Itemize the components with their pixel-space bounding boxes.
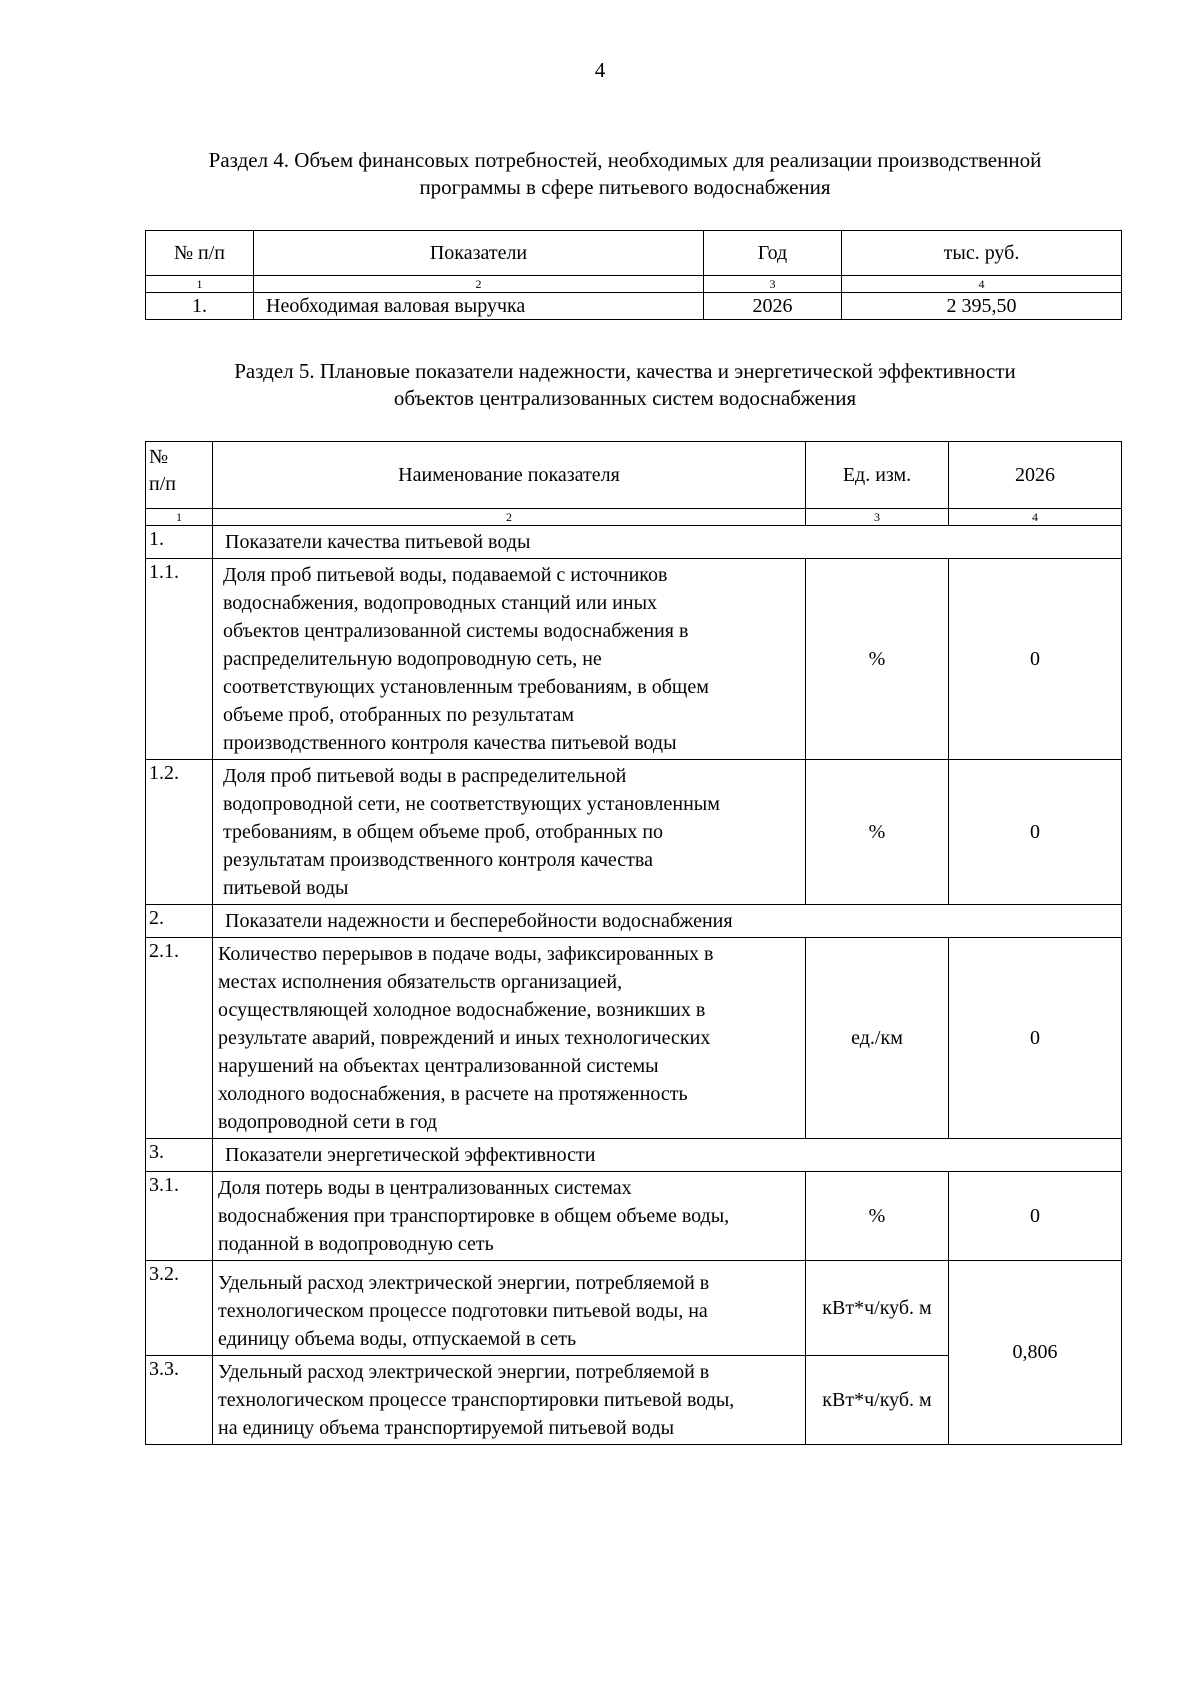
row-name-line: технологическом процессе транспортировки питьевой воды,	[218, 1389, 735, 1411]
row-name	[213, 938, 806, 1139]
row-name-line: водопроводной сети в год	[218, 1111, 438, 1133]
header-year: 2026	[949, 442, 1122, 509]
row-name-line: единицу объема воды, отпускаемой в сеть	[218, 1328, 577, 1350]
table-row	[146, 938, 1122, 1139]
row-name-line: на единицу объема транспортируемой питьевой воды	[218, 1417, 675, 1439]
row-name	[213, 559, 806, 760]
section-5-title-line-2: объектов централизованных систем водоснабжения	[393, 386, 857, 410]
column-number: 3	[806, 509, 949, 526]
table-row	[146, 1172, 1122, 1261]
row-unit: кВт*ч/куб. м	[806, 1356, 949, 1445]
table-row	[146, 1261, 1122, 1356]
row-value: 0	[949, 760, 1122, 905]
row-num: 1.2.	[146, 760, 213, 905]
row-name-line: Количество перерывов в подаче воды, зафиксированных в	[218, 943, 714, 965]
table-row	[146, 559, 1122, 760]
row-num: 3.2.	[146, 1261, 213, 1356]
row-unit: кВт*ч/куб. м	[806, 1261, 949, 1356]
row-name-line: соответствующих установленным требованиям, в общем	[223, 676, 709, 698]
row-name-line: водоснабжения, водопроводных станций или иных	[223, 592, 658, 614]
column-number: 2	[254, 276, 704, 293]
row-value: 2 395,50	[842, 293, 1122, 320]
header-num-line-2: п/п	[149, 473, 176, 495]
row-name-line: результате аварий, повреждений и иных технологических	[218, 1027, 711, 1049]
section-4-title-line-1: Раздел 4. Объем финансовых потребностей, необходимых для реализации производственной	[208, 148, 1042, 172]
row-name-line: поданной в водопроводную сеть	[218, 1233, 494, 1255]
group-num: 2.	[146, 905, 213, 938]
section-5-title	[140, 358, 1110, 412]
column-number: 3	[704, 276, 842, 293]
row-year: 2026	[704, 293, 842, 320]
header-name: Наименование показателя	[213, 442, 806, 509]
header-num-line-1: №	[149, 446, 169, 468]
group-row	[146, 526, 1122, 559]
group-name: Показатели качества питьевой воды	[213, 526, 1122, 559]
header-num: № п/п	[146, 231, 254, 276]
row-name: Необходимая валовая выручка	[254, 293, 704, 320]
group-name: Показатели энергетической эффективности	[213, 1139, 1122, 1172]
table-row	[146, 760, 1122, 905]
row-value-merged: 0,806	[949, 1261, 1122, 1445]
column-number: 1	[146, 509, 213, 526]
row-name-line: объеме проб, отобранных по результатам	[223, 704, 575, 726]
group-name: Показатели надежности и бесперебойности водоснабжения	[213, 905, 1122, 938]
row-name-line: объектов централизованной системы водоснабжения в	[223, 620, 689, 642]
row-name	[213, 760, 806, 905]
row-name-line: водопроводной сети, не соответствующих установленным	[223, 793, 720, 815]
header-indicators: Показатели	[254, 231, 704, 276]
row-name-line: Доля проб питьевой воды, подаваемой с источников	[223, 564, 668, 586]
row-value: 0	[949, 559, 1122, 760]
row-num: 1.1.	[146, 559, 213, 760]
page-number: 4	[594, 58, 606, 82]
row-unit: ед./км	[806, 938, 949, 1139]
group-row	[146, 1139, 1122, 1172]
row-name-line: осуществляющей холодное водоснабжение, возникших в	[218, 999, 706, 1021]
row-unit: %	[806, 559, 949, 760]
column-number-row	[146, 276, 1122, 293]
financial-needs-table	[145, 230, 1122, 320]
row-name-line: Удельный расход электрической энергии, потребляемой в	[218, 1361, 710, 1383]
row-name-line: Доля проб питьевой воды в распределительной	[223, 765, 627, 787]
column-number: 1	[146, 276, 254, 293]
column-number: 4	[842, 276, 1122, 293]
row-name-line: холодного водоснабжения, в расчете на протяженность	[218, 1083, 688, 1105]
column-number-row	[146, 509, 1122, 526]
column-number: 4	[949, 509, 1122, 526]
row-num: 3.1.	[146, 1172, 213, 1261]
row-name-line: Доля потерь воды в централизованных системах	[218, 1177, 632, 1199]
indicators-table	[145, 441, 1122, 1445]
row-name	[213, 1261, 806, 1356]
row-name-line: Удельный расход электрической энергии, потребляемой в	[218, 1272, 710, 1294]
row-value: 0	[949, 938, 1122, 1139]
section-5-title-line-1: Раздел 5. Плановые показатели надежности, качества и энергетической эффективности	[234, 359, 1016, 383]
table-header-row	[146, 442, 1122, 509]
header-unit: Ед. изм.	[806, 442, 949, 509]
row-name	[213, 1356, 806, 1445]
row-num: 1.	[146, 293, 254, 320]
header-value: тыс. руб.	[842, 231, 1122, 276]
row-name-line: питьевой воды	[223, 877, 349, 899]
row-name-line: технологическом процессе подготовки питьевой воды, на	[218, 1300, 708, 1322]
row-name-line: производственного контроля качества питьевой воды	[223, 732, 677, 754]
column-number: 2	[213, 509, 806, 526]
row-unit: %	[806, 1172, 949, 1261]
table-row	[146, 293, 1122, 320]
row-num: 2.1.	[146, 938, 213, 1139]
row-name	[213, 1172, 806, 1261]
row-name-line: распределительную водопроводную сеть, не	[223, 648, 602, 670]
header-num	[146, 442, 213, 509]
header-year: Год	[704, 231, 842, 276]
row-name-line: нарушений на объектах централизованной системы	[218, 1055, 659, 1077]
group-row	[146, 905, 1122, 938]
section-4-title-line-2: программы в сфере питьевого водоснабжения	[419, 175, 831, 199]
row-num: 3.3.	[146, 1356, 213, 1445]
row-unit: %	[806, 760, 949, 905]
row-name-line: местах исполнения обязательств организацией,	[218, 971, 623, 993]
group-num: 1.	[146, 526, 213, 559]
table-header-row	[146, 231, 1122, 276]
row-name-line: требованиям, в общем объеме проб, отобранных по	[223, 821, 664, 843]
section-4-title	[140, 147, 1110, 201]
row-name-line: водоснабжения при транспортировке в общем объеме воды,	[218, 1205, 730, 1227]
row-name-line: результатам производственного контроля качества	[223, 849, 653, 871]
row-value: 0	[949, 1172, 1122, 1261]
group-num: 3.	[146, 1139, 213, 1172]
